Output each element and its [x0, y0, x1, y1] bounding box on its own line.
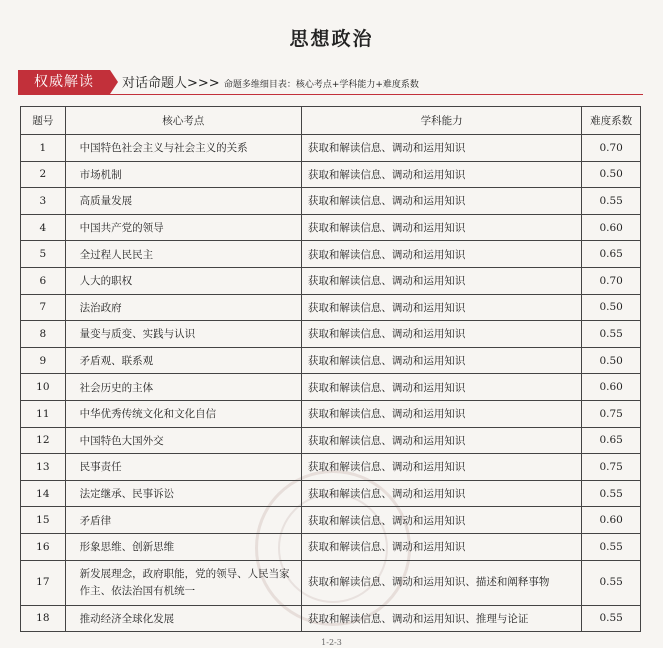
question-number: 18 [21, 605, 66, 632]
table-row [21, 214, 641, 241]
difficulty: 0.50 [582, 161, 641, 188]
subject-ability: 获取和解读信息、调动和运用知识 [301, 188, 581, 215]
core-point: 高质量发展 [65, 188, 301, 215]
question-spec-table [20, 106, 641, 632]
difficulty: 0.55 [582, 533, 641, 560]
difficulty: 0.75 [582, 454, 641, 481]
difficulty: 0.55 [582, 188, 641, 215]
subject-ability: 获取和解读信息、调动和运用知识 [301, 400, 581, 427]
subject-ability: 获取和解读信息、调动和运用知识 [301, 480, 581, 507]
question-number: 1 [21, 135, 66, 162]
question-number: 15 [21, 507, 66, 534]
subject-ability: 获取和解读信息、调动和运用知识 [301, 374, 581, 401]
section-badge: 权威解读 [18, 70, 110, 94]
subject-ability: 获取和解读信息、调动和运用知识、描述和阐释事物 [301, 560, 581, 605]
subject-ability: 获取和解读信息、调动和运用知识 [301, 294, 581, 321]
core-point: 中华优秀传统文化和文化自信 [65, 400, 301, 427]
core-point: 民事责任 [65, 454, 301, 481]
difficulty: 0.70 [582, 135, 641, 162]
core-point: 矛盾律 [65, 507, 301, 534]
subject-ability: 获取和解读信息、调动和运用知识 [301, 241, 581, 268]
banner-heading: 对话命题人>>> [122, 76, 220, 91]
question-number: 11 [21, 400, 66, 427]
subject-ability: 获取和解读信息、调动和运用知识 [301, 161, 581, 188]
subject-ability: 获取和解读信息、调动和运用知识 [301, 427, 581, 454]
question-number: 17 [21, 560, 66, 605]
table-row [21, 241, 641, 268]
core-point: 法治政府 [65, 294, 301, 321]
table-row [21, 480, 641, 507]
difficulty: 0.55 [582, 560, 641, 605]
table-row [21, 267, 641, 294]
table-row [21, 374, 641, 401]
subject-ability: 获取和解读信息、调动和运用知识 [301, 507, 581, 534]
question-number: 7 [21, 294, 66, 321]
subject-ability: 获取和解读信息、调动和运用知识 [301, 533, 581, 560]
core-point: 法定继承、民事诉讼 [65, 480, 301, 507]
core-point: 矛盾观、联系观 [65, 347, 301, 374]
header-number: 题号 [21, 107, 66, 135]
header-ability: 学科能力 [301, 107, 581, 135]
core-point: 中国共产党的领导 [65, 214, 301, 241]
table-header-row [21, 107, 641, 135]
table-row [21, 427, 641, 454]
table-row [21, 454, 641, 481]
question-number: 8 [21, 321, 66, 348]
core-point: 社会历史的主体 [65, 374, 301, 401]
table-row [21, 560, 641, 605]
table-row [21, 400, 641, 427]
subject-ability: 获取和解读信息、调动和运用知识 [301, 321, 581, 348]
question-number: 13 [21, 454, 66, 481]
difficulty: 0.60 [582, 507, 641, 534]
difficulty: 0.75 [582, 400, 641, 427]
question-number: 10 [21, 374, 66, 401]
table-row [21, 161, 641, 188]
banner-text [122, 72, 419, 91]
banner-subheading: 命题多维细目表：核心考点+学科能力+难度系数 [223, 80, 419, 90]
question-number: 2 [21, 161, 66, 188]
question-number: 3 [21, 188, 66, 215]
question-number: 14 [21, 480, 66, 507]
question-number: 6 [21, 267, 66, 294]
question-number: 5 [21, 241, 66, 268]
question-number: 4 [21, 214, 66, 241]
table-row [21, 605, 641, 632]
difficulty: 0.50 [582, 347, 641, 374]
difficulty: 0.60 [582, 374, 641, 401]
question-number: 16 [21, 533, 66, 560]
subject-ability: 获取和解读信息、调动和运用知识 [301, 347, 581, 374]
table-row [21, 347, 641, 374]
table-row [21, 321, 641, 348]
difficulty: 0.50 [582, 294, 641, 321]
difficulty: 0.55 [582, 605, 641, 632]
subject-ability: 获取和解读信息、调动和运用知识、推理与论证 [301, 605, 581, 632]
table-row [21, 294, 641, 321]
subject-ability: 获取和解读信息、调动和运用知识 [301, 454, 581, 481]
table-row [21, 135, 641, 162]
core-point: 中国特色大国外交 [65, 427, 301, 454]
core-point-line: 新发展理念，政府职能，党的领导、人民当家 [79, 567, 290, 580]
table-row [21, 533, 641, 560]
core-point: 量变与质变、实践与认识 [65, 321, 301, 348]
difficulty: 0.70 [582, 267, 641, 294]
header-core-point: 核心考点 [65, 107, 301, 135]
table-row [21, 507, 641, 534]
difficulty: 0.55 [582, 480, 641, 507]
subject-ability: 获取和解读信息、调动和运用知识 [301, 267, 581, 294]
page-title: 思想政治 [289, 28, 374, 50]
core-point: 市场机制 [65, 161, 301, 188]
core-point: 人大的职权 [65, 267, 301, 294]
section-banner [18, 70, 643, 95]
question-number: 12 [21, 427, 66, 454]
difficulty: 0.65 [582, 241, 641, 268]
core-point: 形象思维、创新思维 [65, 533, 301, 560]
subject-ability: 获取和解读信息、调动和运用知识 [301, 135, 581, 162]
difficulty: 0.65 [582, 427, 641, 454]
core-point: 中国特色社会主义与社会主义的关系 [65, 135, 301, 162]
difficulty: 0.60 [582, 214, 641, 241]
difficulty: 0.55 [582, 321, 641, 348]
header-difficulty: 难度系数 [582, 107, 641, 135]
subject-ability: 获取和解读信息、调动和运用知识 [301, 214, 581, 241]
core-point-line: 作主、依法治国有机统一 [79, 584, 196, 597]
core-point: 推动经济全球化发展 [65, 605, 301, 632]
core-point [65, 560, 301, 605]
page-number: 1-2-3 [321, 638, 342, 647]
question-number: 9 [21, 347, 66, 374]
core-point: 全过程人民民主 [65, 241, 301, 268]
table-row [21, 188, 641, 215]
